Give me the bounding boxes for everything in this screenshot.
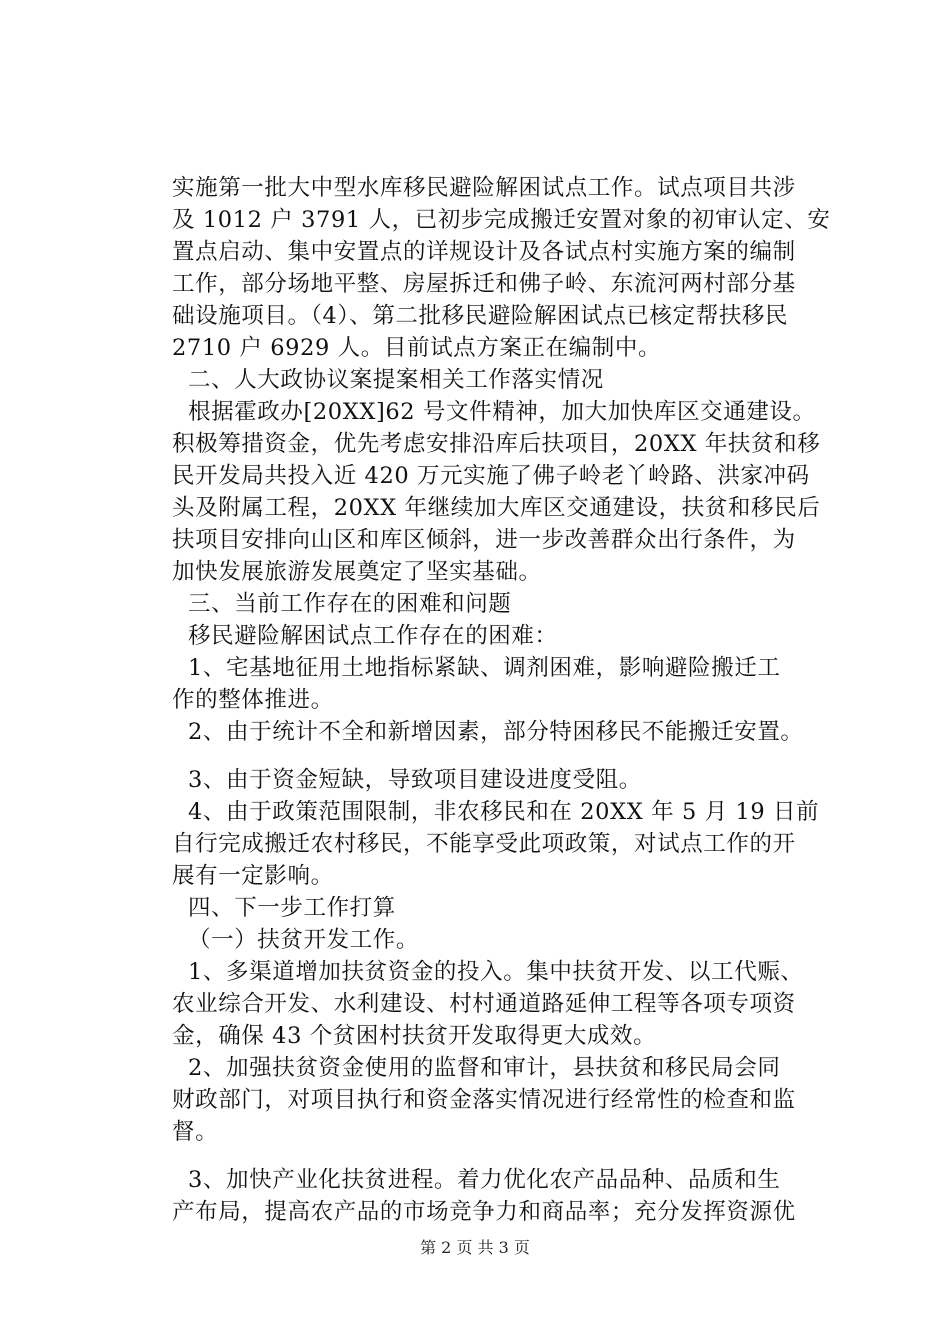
body-line: 产布局，提高农产品的市场竞争力和商品率；充分发挥资源优 <box>172 1199 796 1225</box>
document-body <box>172 172 832 1228</box>
body-line: 财政部门，对项目执行和资金落实情况进行经常性的检查和监 <box>172 1087 796 1113</box>
body-line: 及 1012 户 3791 人，已初步完成搬迁安置对象的初审认定、安 <box>172 207 831 233</box>
body-line: 自行完成搬迁农村移民，不能享受此项政策，对试点工作的开 <box>172 831 796 857</box>
body-line: 作的整体推进。 <box>172 687 334 713</box>
paragraph-gap <box>172 748 832 764</box>
body-line: 金，确保 43 个贫困村扶贫开发取得更大成效。 <box>172 1023 657 1049</box>
subsection-heading: （一）扶贫开发工作。 <box>188 927 420 953</box>
list-item: 3、加快产业化扶贫进程。着力优化农产品品种、品质和生 <box>188 1167 781 1193</box>
body-line: 置点启动、集中安置点的详规设计及各试点村实施方案的编制 <box>172 239 796 265</box>
body-line: 实施第一批大中型水库移民避险解困试点工作。试点项目共涉 <box>172 175 796 201</box>
body-line: 工作，部分场地平整、房屋拆迁和佛子岭、东流河两村部分基 <box>172 271 796 297</box>
body-line: 础设施项目。（4）、第二批移民避险解困试点已核定帮扶移民 <box>172 303 789 329</box>
body-line: 扶项目安排向山区和库区倾斜，进一步改善群众出行条件，为 <box>172 527 796 553</box>
list-item: 1、宅基地征用土地指标紧缺、调剂困难，影响避险搬迁工 <box>188 655 781 681</box>
list-item: 1、多渠道增加扶贫资金的投入。集中扶贫开发、以工代赈、 <box>188 959 804 985</box>
body-line: 2710 户 6929 人。目前试点方案正在编制中。 <box>172 335 662 361</box>
body-line: 头及附属工程，20XX 年继续加大库区交通建设，扶贫和移民后 <box>172 495 821 521</box>
page-footer: 第 2 页 共 3 页 <box>420 1238 530 1257</box>
section-heading: 三、当前工作存在的困难和问题 <box>188 591 512 617</box>
body-line: 加快发展旅游发展奠定了坚实基础。 <box>172 559 542 585</box>
section-heading: 四、下一步工作打算 <box>188 895 396 921</box>
body-line: 根据霍政办[20XX]62 号文件精神，加大加快库区交通建设。 <box>188 399 816 425</box>
list-item: 4、由于政策范围限制，非农移民和在 20XX 年 5 月 19 日前 <box>188 799 820 825</box>
body-line: 督。 <box>172 1119 219 1145</box>
list-item: 2、由于统计不全和新增因素，部分特困移民不能搬迁安置。 <box>188 719 804 745</box>
list-item: 2、加强扶贫资金使用的监督和审计，县扶贫和移民局会同 <box>188 1055 781 1081</box>
section-heading: 二、人大政协议案提案相关工作落实情况 <box>188 367 604 393</box>
body-line: 移民避险解困试点工作存在的困难： <box>188 623 558 649</box>
paragraph-gap <box>172 1148 832 1164</box>
body-line: 积极筹措资金，优先考虑安排沿库后扶项目，20XX 年扶贫和移 <box>172 431 821 457</box>
body-line: 展有一定影响。 <box>172 863 334 889</box>
body-line: 农业综合开发、水利建设、村村通道路延伸工程等各项专项资 <box>172 991 796 1017</box>
list-item: 3、由于资金短缺，导致项目建设进度受阻。 <box>188 767 642 793</box>
body-line: 民开发局共投入近 420 万元实施了佛子岭老丫岭路、洪家冲码 <box>172 463 810 489</box>
